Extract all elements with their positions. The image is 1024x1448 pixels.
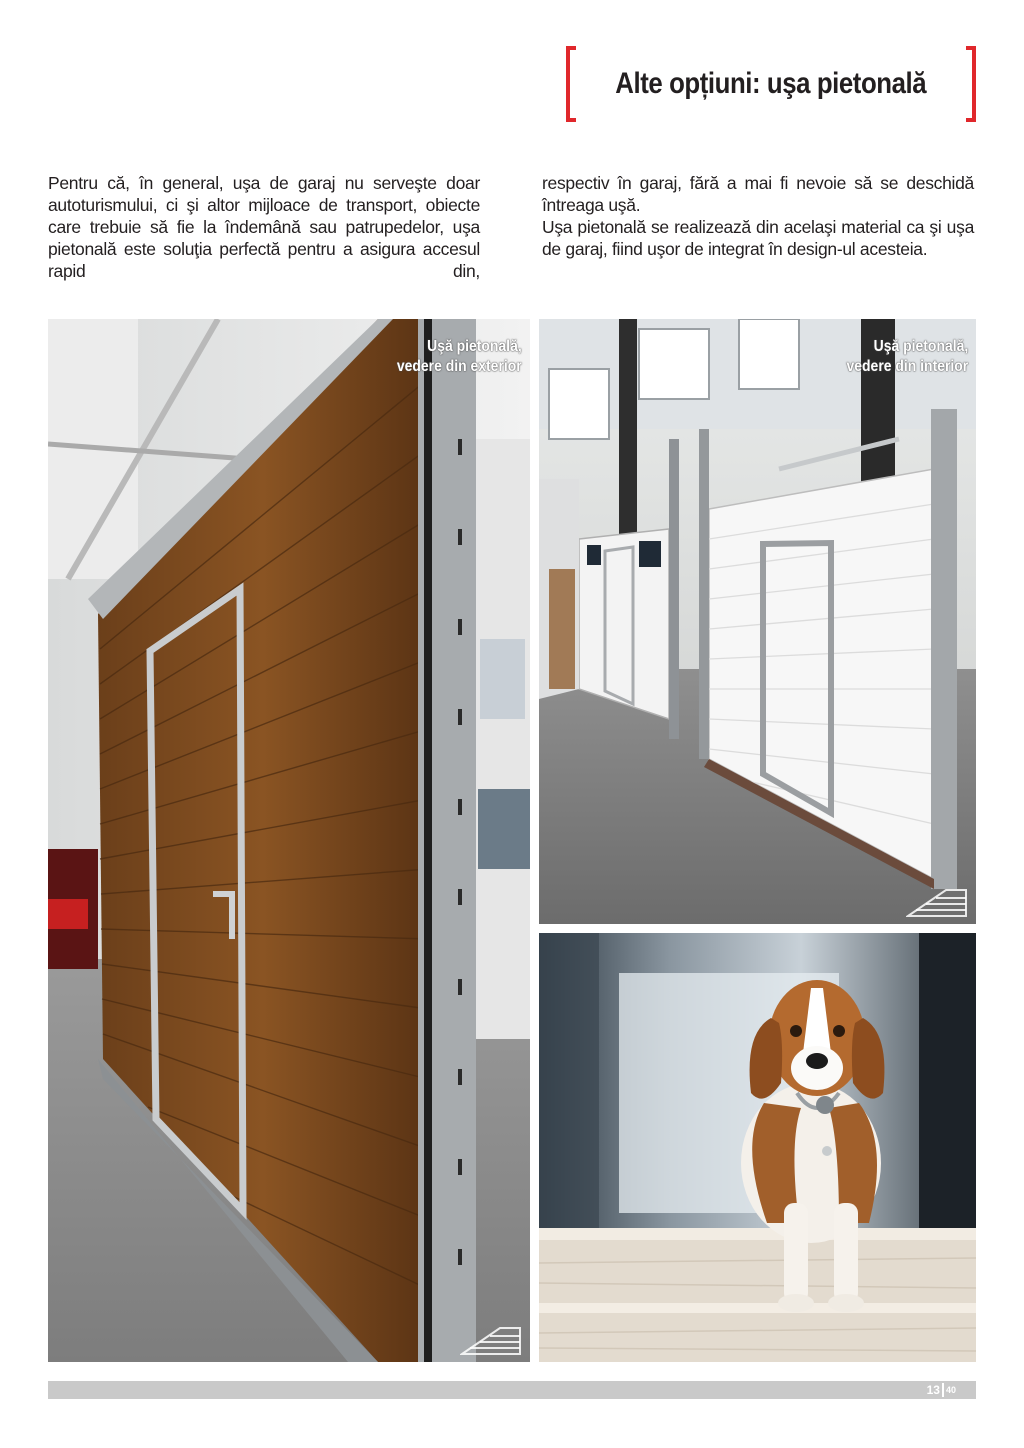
interior-photo-illustration [539, 319, 976, 924]
section-header [566, 46, 976, 122]
body-text-right [542, 172, 974, 260]
paragraph-material: Uşa pietonală se realizează din acelaşi material ca şi uşa de garaj, fiind uşor de integrat în design-ul acesteia. [542, 217, 974, 259]
page-title: Alte opțiuni: uşa pietonală [615, 67, 927, 100]
paragraph-continuation: respectiv în garaj, fără a mai fi nevoie să se deschidă întreaga uşă. [542, 173, 974, 215]
photo-beagle [539, 933, 976, 1362]
body-text-left [48, 172, 480, 282]
current-page: 13 [926, 1383, 940, 1397]
total-pages: 40 [945, 1385, 956, 1395]
left-bracket [566, 46, 576, 122]
paragraph-intro: Pentru că, în general, uşa de garaj nu serveşte doar autoturismului, ci şi altor mijloace de transport, obiecte care trebuie să fie la îndemână sau patrupedelor, uşa pietonală este soluţia perfectă pentru a asigura accesul rapid din, [48, 173, 480, 281]
brand-logo-icon [906, 888, 968, 918]
page-separator [942, 1383, 944, 1397]
interior-caption [846, 337, 968, 377]
photo-door-interior [539, 319, 976, 924]
footer-bar [48, 1381, 976, 1399]
exterior-photo-illustration [48, 319, 530, 1362]
right-bracket [966, 46, 976, 122]
beagle-photo-illustration [539, 933, 976, 1362]
exterior-caption-line2: vedere din exterior [397, 358, 522, 375]
page-number [927, 1381, 956, 1399]
photo-door-exterior [48, 319, 530, 1362]
interior-caption-line1: Uşă pietonală, [873, 338, 968, 355]
interior-caption-line2: vedere din interior [846, 358, 968, 375]
exterior-caption [397, 337, 522, 377]
brand-logo-icon [460, 1326, 522, 1356]
exterior-caption-line1: Uşă pietonală, [427, 338, 522, 355]
